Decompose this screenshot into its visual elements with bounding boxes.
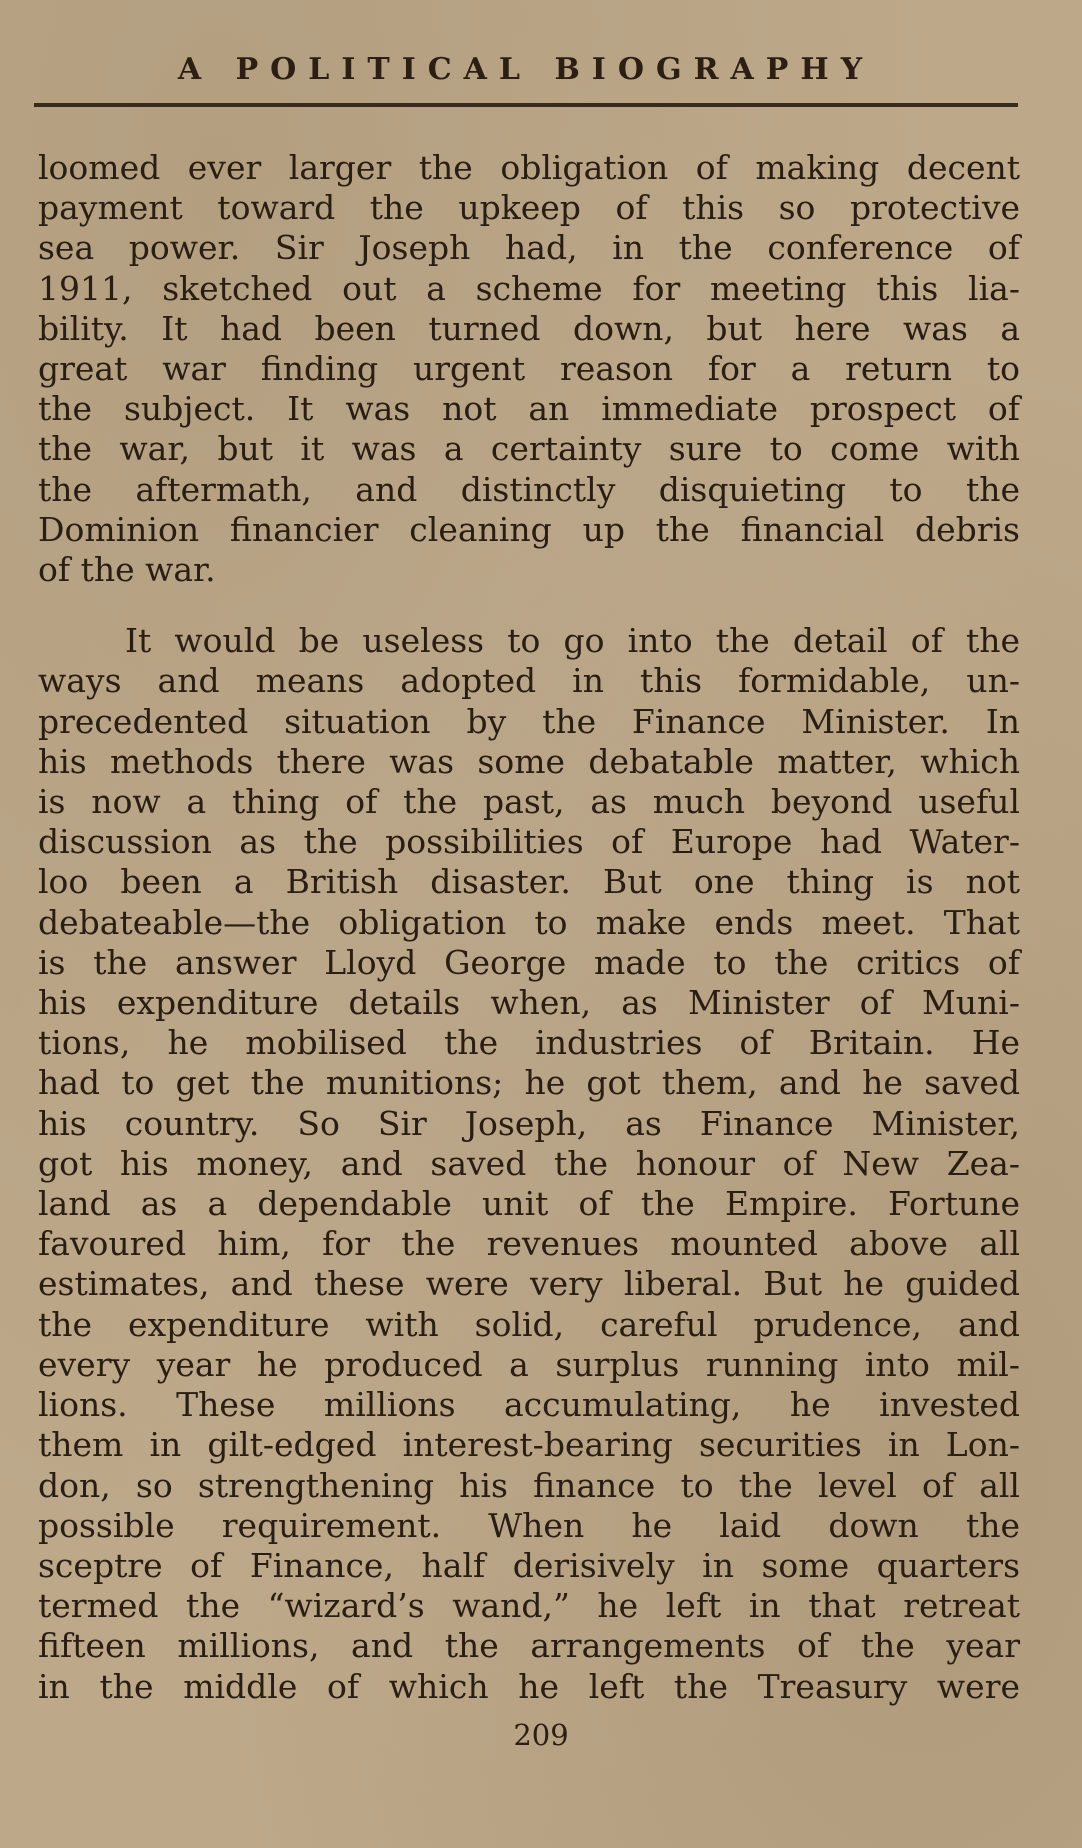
- text-line: lions. These millions accumulating, he invested: [38, 1385, 1020, 1425]
- text-line: estimates, and these were very liberal. But he guided: [38, 1264, 1020, 1304]
- text-line: had to get the munitions; he got them, and he saved: [38, 1063, 1020, 1103]
- text-line: It would be useless to go into the detail of the: [125, 621, 1020, 661]
- text-line: his country. So Sir Joseph, as Finance Minister,: [38, 1103, 1020, 1143]
- text-line: the aftermath, and distinctly disquieting to the: [38, 469, 1020, 509]
- text-line: the war, but it was a certainty sure to come with: [38, 429, 1020, 469]
- text-line: fifteen millions, and the arrangements of the year: [38, 1626, 1020, 1666]
- text-line: precedented situation by the Finance Minister. In: [38, 701, 1020, 741]
- text-line: great war finding urgent reason for a return to: [38, 349, 1020, 389]
- text-line: sceptre of Finance, half derisively in some quarters: [38, 1545, 1020, 1585]
- text-line: debateable—the obligation to make ends meet. That: [38, 902, 1020, 942]
- text-line: termed the “wizard’s wand,” he left in that retreat: [38, 1586, 1020, 1626]
- text-line: is the answer Lloyd George made to the critics of: [38, 942, 1020, 982]
- text-line: payment toward the upkeep of this so protective: [38, 188, 1020, 228]
- text-line: 1911, sketched out a scheme for meeting this lia-: [38, 268, 1020, 308]
- text-line: got his money, and saved the honour of New Zea-: [38, 1143, 1020, 1183]
- text-line: the subject. It was not an immediate prospect of: [38, 389, 1020, 429]
- text-line: Dominion financier cleaning up the financial debris: [38, 509, 1020, 549]
- text-line: bility. It had been turned down, but here was a: [38, 308, 1020, 348]
- text-line: tions, he mobilised the industries of Britain. He: [38, 1023, 1020, 1063]
- text-line: his methods there was some debatable matter, which: [38, 741, 1020, 781]
- text-line: loomed ever larger the obligation of making decent: [38, 148, 1020, 187]
- running-header: A POLITICAL BIOGRAPHY: [177, 52, 875, 87]
- text-line: in the middle of which he left the Treasury were: [38, 1666, 1020, 1706]
- text-line: possible requirement. When he laid down the: [38, 1505, 1020, 1545]
- text-line: every year he produced a surplus running into mil-: [38, 1344, 1020, 1384]
- header-rule: [34, 103, 1018, 107]
- text-line: is now a thing of the past, as much beyond useful: [38, 782, 1020, 822]
- text-line: them in gilt-edged interest-bearing securities in Lon-: [38, 1425, 1020, 1465]
- text-line: discussion as the possibilities of Europe had Water-: [38, 822, 1020, 862]
- text-line: favoured him, for the revenues mounted above all: [38, 1224, 1020, 1264]
- text-line: loo been a British disaster. But one thing is not: [38, 862, 1020, 902]
- text-line: ways and means adopted in this formidable, un-: [38, 661, 1020, 701]
- text-line: of the war.: [38, 550, 216, 590]
- text-line: don, so strengthening his finance to the level of all: [38, 1465, 1020, 1505]
- page-number: 209: [513, 1718, 569, 1752]
- text-line: sea power. Sir Joseph had, in the conference of: [38, 228, 1020, 268]
- paragraph-2: [38, 621, 1020, 1706]
- text-line: his expenditure details when, as Minister of Muni-: [38, 983, 1020, 1023]
- text-line: land as a dependable unit of the Empire. Fortune: [38, 1184, 1020, 1224]
- body-text: [38, 148, 1020, 1707]
- text-line: the expenditure with solid, careful prudence, and: [38, 1304, 1020, 1344]
- paragraph-1: [38, 148, 1020, 590]
